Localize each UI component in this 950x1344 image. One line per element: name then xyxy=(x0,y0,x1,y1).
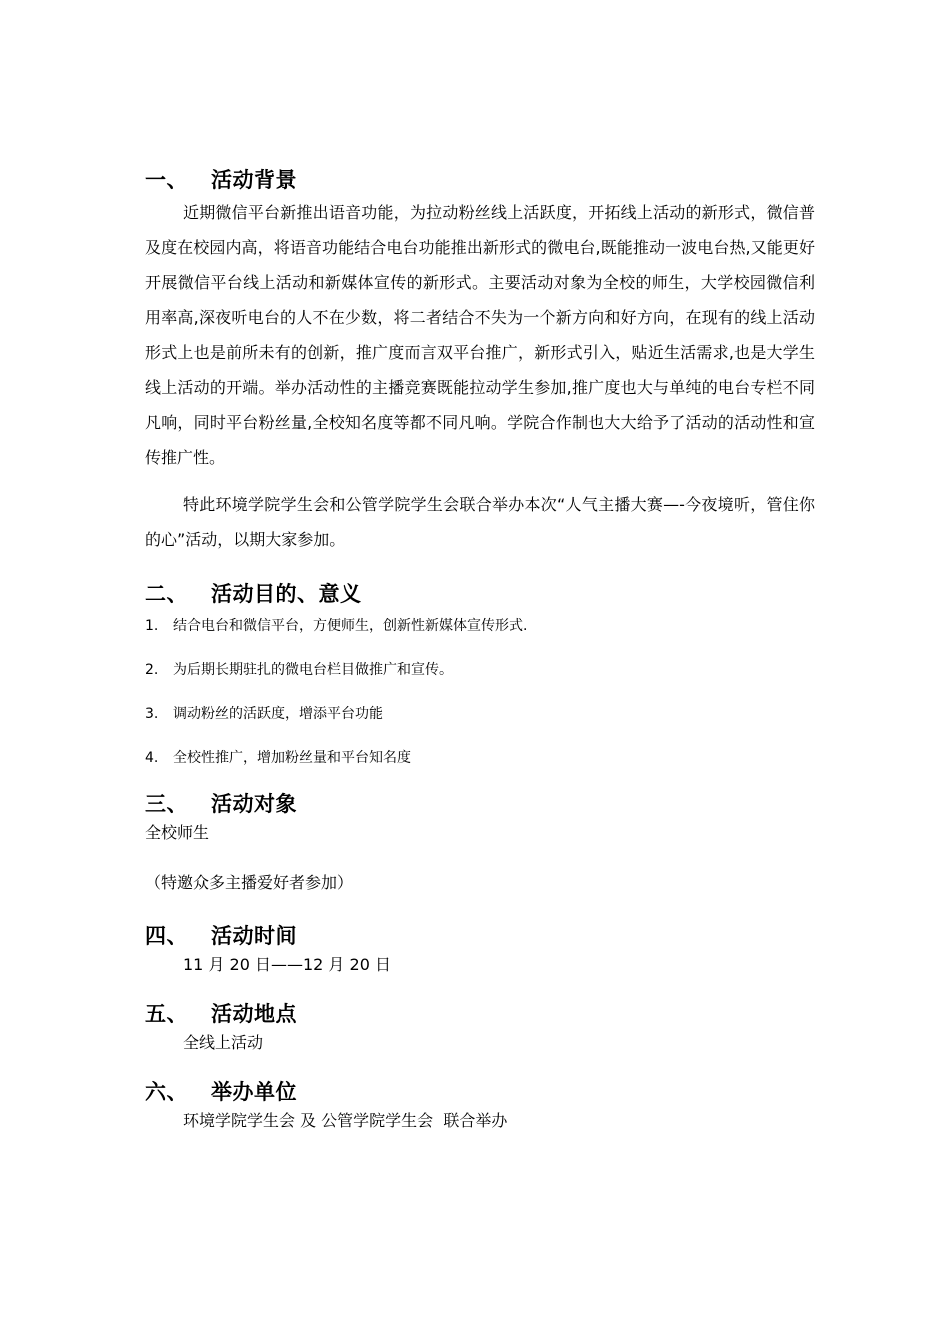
list-item xyxy=(145,703,815,725)
list-number: 4. xyxy=(145,750,159,766)
list-text: 为后期长期驻扎的微电台栏目做推广和宣传。 xyxy=(173,662,453,678)
list-item xyxy=(145,659,815,681)
section-heading-audience xyxy=(145,789,815,819)
section-heading-place xyxy=(145,999,815,1029)
audience-main: 全校师生 xyxy=(145,823,210,842)
section-number: 一、 xyxy=(145,168,188,192)
list-number: 1. xyxy=(145,618,159,634)
section-title: 活动目的、意义 xyxy=(211,582,362,606)
section-title: 活动地点 xyxy=(211,1002,297,1026)
section-title: 举办单位 xyxy=(211,1080,297,1104)
list-item xyxy=(145,615,815,637)
section-heading-time xyxy=(145,921,815,951)
background-paragraph-2: 特此环境学院学生会和公管学院学生会联合举办本次“人气主播大赛—-今夜境听，管住你的心”活动，以期大家参加。 xyxy=(145,495,815,549)
list-item xyxy=(145,747,815,769)
background-paragraph-1: 近期微信平台新推出语音功能，为拉动粉丝线上活跃度，开拓线上活动的新形式，微信普及度在校园内高，将语音功能结合电台功能推出新形式的微电台,既能推动一波电台热,又能更好开展微信平台线上活动和新媒体宣传的新形式。主要活动对象为全校的师生，大学校园微信利用率高,深夜听电台的人不在少数，将二者结合不失为一个新方向和好方向，在现有的线上活动形式上也是前所未有的创新，推广度而言双平台推广，新形式引入，贴近生活需求,也是大学生线上活动的开端。举办活动性的主播竞赛既能拉动学生参加,推广度也大与单纯的电台专栏不同凡响，同时平台粉丝量,全校知名度等都不同凡响。学院合作制也大大给予了活动的活动性和宣传推广性。 xyxy=(145,203,815,467)
section-title: 活动背景 xyxy=(211,168,297,192)
section-number: 二、 xyxy=(145,582,188,606)
list-text: 结合电台和微信平台，方便师生，创新性新媒体宣传形式. xyxy=(173,618,528,634)
section-heading-background xyxy=(145,165,815,195)
goals-list xyxy=(145,615,815,769)
place-value: 全线上活动 xyxy=(183,1033,264,1052)
list-number: 2. xyxy=(145,662,159,678)
section-number: 三、 xyxy=(145,792,188,816)
section-number: 五、 xyxy=(145,1002,188,1026)
time-value: 11 月 20 日——12 月 20 日 xyxy=(183,955,391,974)
document-body xyxy=(145,165,815,1135)
list-number: 3. xyxy=(145,706,159,722)
audience-note: （特邀众多主播爱好者参加） xyxy=(145,873,354,892)
section-number: 六、 xyxy=(145,1080,188,1104)
section-title: 活动时间 xyxy=(211,924,297,948)
organizer-value: 环境学院学生会 及 公管学院学生会 联合举办 xyxy=(183,1111,508,1130)
list-text: 全校性推广，增加粉丝量和平台知名度 xyxy=(173,750,411,766)
section-heading-organizer xyxy=(145,1077,815,1107)
list-text: 调动粉丝的活跃度，增添平台功能 xyxy=(173,706,383,722)
section-heading-purpose xyxy=(145,579,815,609)
section-title: 活动对象 xyxy=(211,792,297,816)
section-number: 四、 xyxy=(145,924,188,948)
